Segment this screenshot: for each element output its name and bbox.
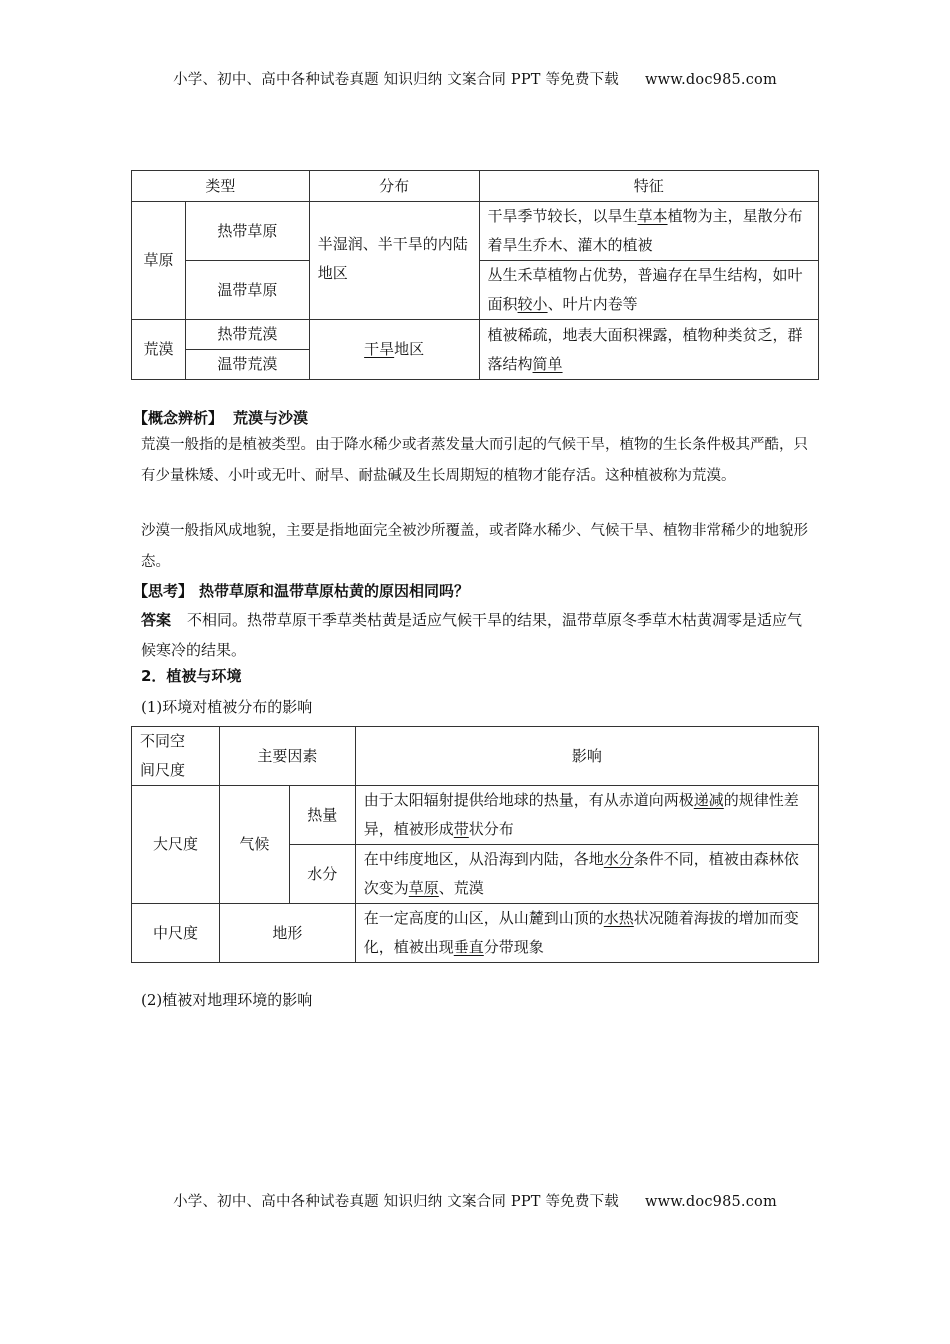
header-site-link[interactable]: www.doc985.com bbox=[644, 72, 777, 88]
group-cell-grassland: 草原 bbox=[132, 202, 186, 320]
scale-cell: 中尺度 bbox=[132, 904, 220, 963]
header-cell-distribution: 分布 bbox=[309, 171, 479, 202]
concept-paragraph-1: 荒漠一般指的是植被类型。由于降水稀少或者蒸发量大而引起的气候干旱，植物的生长条件极其严酷，只有少量株矮、小叶或无叶、耐旱、耐盐碱及生长周期短的植物才能存活。这种植被称为荒漠。 bbox=[141, 437, 808, 484]
distribution-cell: 干旱地区 bbox=[309, 320, 479, 380]
feature-cell: 干旱季节较长，以旱生草本植物为主，星散分布着旱生乔木、灌木的植被 bbox=[479, 202, 818, 261]
factor-cell: 气候 bbox=[219, 786, 289, 904]
type-cell: 热带荒漠 bbox=[185, 320, 309, 350]
header-cell-factor: 主要因素 bbox=[219, 727, 355, 786]
header-cell-scale: 不同空间尺度 bbox=[132, 727, 220, 786]
feature-cell: 丛生禾草植物占优势，普遍存在旱生结构，如叶面积较小、叶片内卷等 bbox=[479, 261, 818, 320]
answer-label: 答案 bbox=[141, 611, 172, 629]
type-cell: 温带荒漠 bbox=[185, 350, 309, 380]
page-footer bbox=[0, 1190, 950, 1211]
think-question bbox=[133, 576, 469, 606]
section2-sub1: (1)环境对植被分布的影响 bbox=[141, 698, 313, 716]
header-text: 小学、初中、高中各种试卷真题 知识归纳 文案合同 PPT 等免费下载 bbox=[173, 72, 619, 88]
table-row bbox=[132, 786, 819, 845]
type-cell: 温带草原 bbox=[185, 261, 309, 320]
group-cell-desert: 荒漠 bbox=[132, 320, 186, 380]
concept-title: 荒漠与沙漠 bbox=[233, 409, 309, 427]
section2-sub2: (2)植被对地理环境的影响 bbox=[141, 991, 313, 1009]
vegetation-type-table bbox=[131, 170, 819, 380]
table-header-row bbox=[132, 727, 819, 786]
factor-cell: 地形 bbox=[219, 904, 355, 963]
effect-cell: 在中纬度地区，从沿海到内陆，各地水分条件不同，植被由森林依次变为草原、荒漠 bbox=[355, 845, 818, 904]
footer-site-link[interactable]: www.doc985.com bbox=[644, 1194, 777, 1210]
header-cell-effect: 影响 bbox=[355, 727, 818, 786]
effect-cell: 在一定高度的山区，从山麓到山顶的水热状况随着海拔的增加而变化，植被出现垂直分带现象 bbox=[355, 904, 818, 963]
feature-cell: 植被稀疏，地表大面积裸露，植物种类贫乏，群落结构简单 bbox=[479, 320, 818, 380]
header-cell-feature: 特征 bbox=[479, 171, 818, 202]
concept-label: 【概念辨析】 bbox=[133, 409, 224, 427]
subfactor-cell: 水分 bbox=[289, 845, 355, 904]
type-cell: 热带草原 bbox=[185, 202, 309, 261]
table-row bbox=[132, 320, 819, 350]
distribution-cell: 半湿润、半干旱的内陆地区 bbox=[309, 202, 479, 320]
answer-text: 不相同。热带草原干季草类枯黄是适应气候干旱的结果，温带草原冬季草木枯黄凋零是适应气候寒冷的结果。 bbox=[141, 611, 803, 659]
think-question-text: 热带草原和温带草原枯黄的原因相同吗？ bbox=[199, 582, 470, 600]
table-row bbox=[132, 904, 819, 963]
table-row bbox=[132, 202, 819, 261]
concept-paragraph-2: 沙漠一般指风成地貌，主要是指地面完全被沙所覆盖，或者降水稀少、气候干旱、植物非常稀少的地貌形态。 bbox=[141, 523, 808, 570]
table-header-row bbox=[132, 171, 819, 202]
header-cell-type: 类型 bbox=[132, 171, 310, 202]
subfactor-cell: 热量 bbox=[289, 786, 355, 845]
think-label: 【思考】 bbox=[133, 582, 194, 600]
effect-cell: 由于太阳辐射提供给地球的热量，有从赤道向两极递减的规律性差异，植被形成带状分布 bbox=[355, 786, 818, 845]
concept-heading bbox=[133, 403, 308, 433]
page-header bbox=[0, 68, 950, 89]
scale-cell: 大尺度 bbox=[132, 786, 220, 904]
environment-influence-table bbox=[131, 726, 819, 963]
footer-text: 小学、初中、高中各种试卷真题 知识归纳 文案合同 PPT 等免费下载 bbox=[173, 1194, 619, 1210]
section2-title: 2．植被与环境 bbox=[141, 667, 242, 685]
think-answer bbox=[141, 605, 817, 665]
